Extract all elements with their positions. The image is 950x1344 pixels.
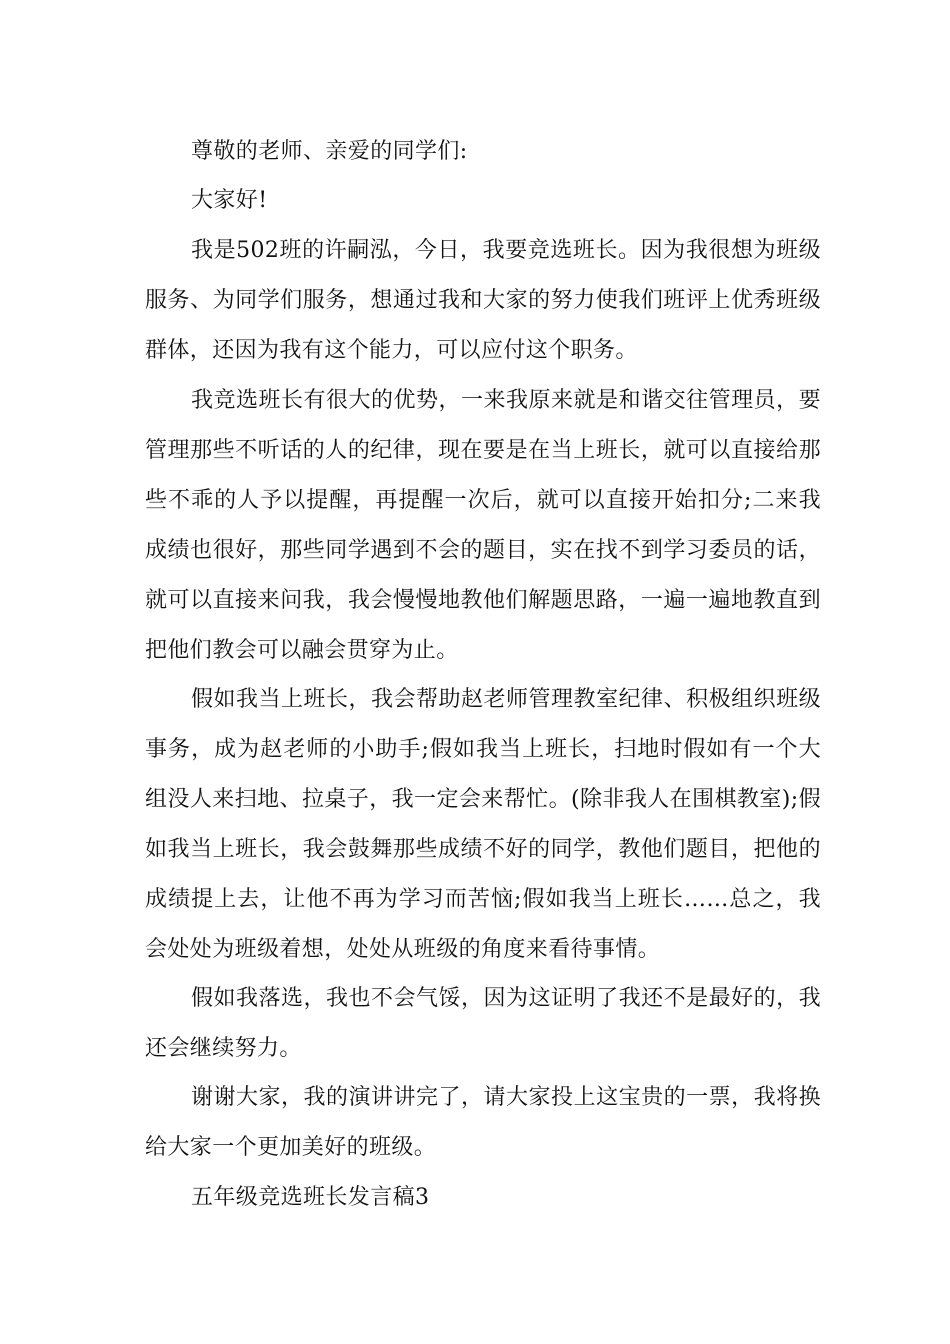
paragraph-advantages: 我竞选班长有很大的优势，一来我原来就是和谐交往管理员，要管理那些不听话的人的纪律，现在要是在当上班长，就可以直接给那些不乖的人予以提醒，再提醒一次后，就可以直接开始扣分;二来我成绩也很好，那些同学遇到不会的题目，实在找不到学习委员的话，就可以直接来问我，我会慢慢地教他们解题思路，一遍一遍地教直到把他们教会可以融会贯穿为止。 — [145, 388, 821, 663]
paragraph-plans: 假如我当上班长，我会帮助赵老师管理教室纪律、积极组织班级事务，成为赵老师的小助手;假如我当上班长，扫地时假如有一个大组没人来扫地、拉桌子，我一定会来帮忙。(除非我人在围棋教室);假如我当上班长，我会鼓舞那些成绩不好的同学，教他们题目，把他的成绩提上去，让他不再为学习而苦恼;假如我当上班长……总之，我会处处为班级着想，处处从班级的角度来看待事情。 — [145, 687, 821, 962]
salutation: 尊敬的老师、亲爱的同学们: — [191, 139, 468, 164]
next-section-title: 五年级竞选班长发言稿3 — [191, 1185, 430, 1210]
paragraph-introduction: 我是502班的许嗣泓，今日，我要竞选班长。因为我很想为班级服务、为同学们服务，想通过我和大家的努力使我们班评上优秀班级群体，还因为我有这个能力，可以应付这个职务。 — [145, 238, 821, 363]
paragraph-if-not-elected: 假如我落选，我也不会气馁，因为这证明了我还不是最好的，我还会继续努力。 — [145, 986, 821, 1061]
greeting: 大家好! — [191, 188, 268, 213]
paragraph-closing: 谢谢大家，我的演讲讲完了，请大家投上这宝贵的一票，我将换给大家一个更加美好的班级。 — [145, 1085, 821, 1160]
